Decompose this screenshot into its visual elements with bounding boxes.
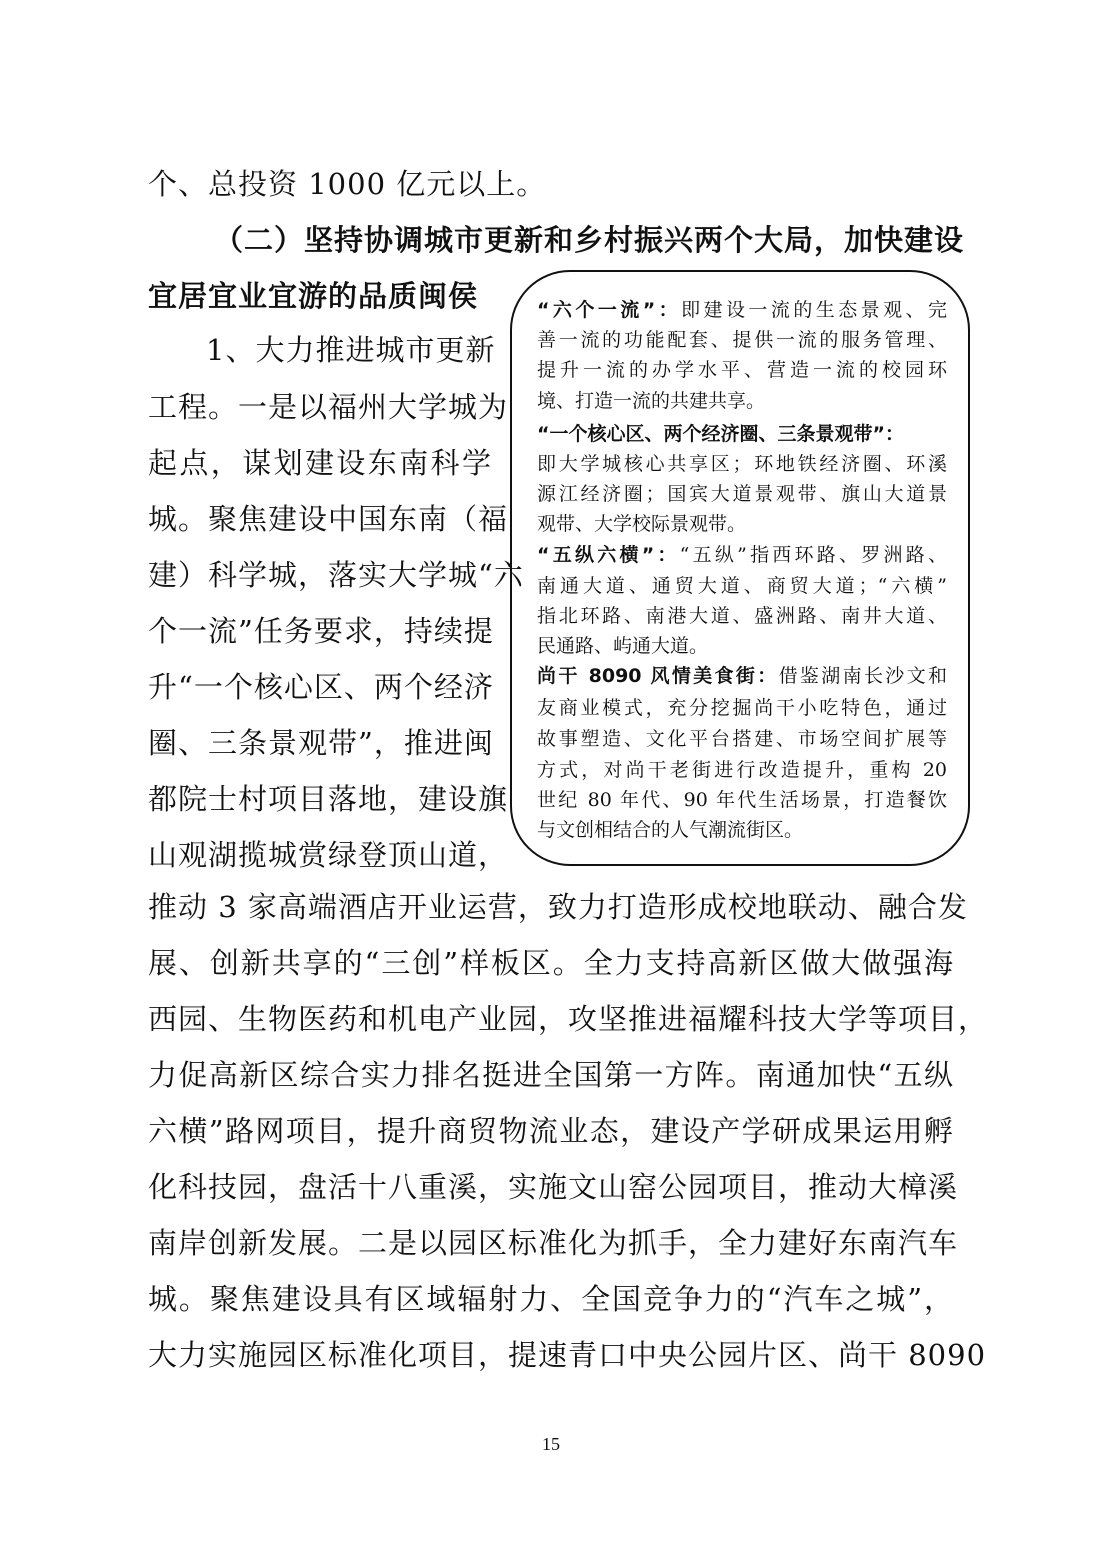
body-line: 推动 3 家高端酒店开业运营，致力打造形成校地联动、融合发: [148, 890, 968, 924]
callout-line: 善一流的功能配套、提供一流的服务管理、: [537, 329, 947, 351]
callout-line: 境、打造一流的共建共享。: [537, 390, 766, 412]
section-heading-continued: 宜居宜业宜游的品质闽侯: [148, 279, 479, 313]
callout-line: [537, 664, 947, 688]
callout-line: 友商业模式，充分挖掘尚干小吃特色，通过: [537, 697, 947, 719]
body-line: 展、创新共享的“三创”样板区。全力支持高新区做大做强海: [148, 946, 954, 980]
body-line: 个、总投资 1000 亿元以上。: [148, 167, 547, 201]
body-line: 圈、三条景观带”，推进闽: [148, 726, 494, 760]
callout-line: [537, 298, 947, 322]
callout-line: [537, 543, 947, 567]
callout-line: 源江经济圈；国宾大道景观带、旗山大道景: [537, 483, 947, 505]
body-line: 六横”路网项目，提升商贸物流业态，建设产学研成果运用孵: [148, 1114, 954, 1148]
term-text: “五纵”指西环路、罗洲路、: [679, 544, 947, 566]
term-text: 即建设一流的生态景观、完: [681, 299, 947, 321]
body-line: 都院士村项目落地，建设旗: [148, 782, 509, 816]
body-line: 城。聚焦建设中国东南（福: [148, 502, 509, 536]
callout-line: 故事塑造、文化平台搭建、市场空间扩展等: [537, 728, 947, 750]
term-label: “一个核心区、两个经济圈、三条景观带”：: [537, 423, 904, 445]
body-line: 南岸创新发展。二是以园区标准化为抓手，全力建好东南汽车: [148, 1226, 959, 1260]
callout-line: 提升一流的办学水平、营造一流的校园环: [537, 359, 947, 381]
term-label: 尚干 8090 风情美食街：: [537, 665, 779, 687]
callout-line: 与文创相结合的人气潮流街区。: [537, 819, 804, 841]
term-label: “六个一流”：: [537, 299, 682, 321]
callout-line: 即大学城核心共享区；环地铁经济圈、环溪: [537, 453, 947, 475]
body-line: 工程。一是以福州大学城为: [148, 390, 509, 424]
body-line: 西园、生物医药和机电产业园，攻坚推进福耀科技大学等项目，: [148, 1002, 989, 1036]
body-line: 化科技园，盘活十八重溪，实施文山窑公园项目，推动大樟溪: [148, 1170, 959, 1204]
term-label: “五纵六横”：: [537, 544, 680, 566]
body-line: 大力实施园区标准化项目，提速青口中央公园片区、尚干 8090: [148, 1338, 987, 1372]
body-line: 起点，谋划建设东南科学: [148, 446, 492, 480]
callout-line: 民通路、屿通大道。: [537, 635, 709, 657]
body-line: 1、大力推进城市更新: [206, 333, 496, 367]
callout-line: 指北环路、南港大道、盛洲路、南井大道、: [537, 605, 947, 627]
callout-line: 世纪 80 年代、90 年代生活场景，打造餐饮: [537, 789, 947, 811]
body-line: 个一流”任务要求，持续提: [148, 614, 494, 648]
body-line: 升“一个核心区、两个经济: [148, 670, 494, 704]
body-line: 山观湖揽城赏绿登顶山道，: [148, 838, 509, 872]
body-line: 城。聚焦建设具有区域辐射力、全国竞争力的“汽车之城”，: [148, 1282, 954, 1316]
callout-line: 方式，对尚干老街进行改造提升，重构 20: [537, 759, 947, 781]
body-line: 力促高新区综合实力排名挺进全国第一方阵。南通加快“五纵: [148, 1058, 954, 1092]
section-heading: （二）坚持协调城市更新和乡村振兴两个大局，加快建设: [214, 223, 965, 257]
body-line: 建）科学城，落实大学城“六: [148, 558, 524, 592]
term-text: 借鉴湖南长沙文和: [778, 665, 947, 687]
callout-line: 南通大道、通贸大道、商贸大道；“六横”: [537, 575, 947, 597]
page-number: 15: [542, 1434, 560, 1454]
callout-line: 观带、大学校际景观带。: [537, 513, 747, 535]
